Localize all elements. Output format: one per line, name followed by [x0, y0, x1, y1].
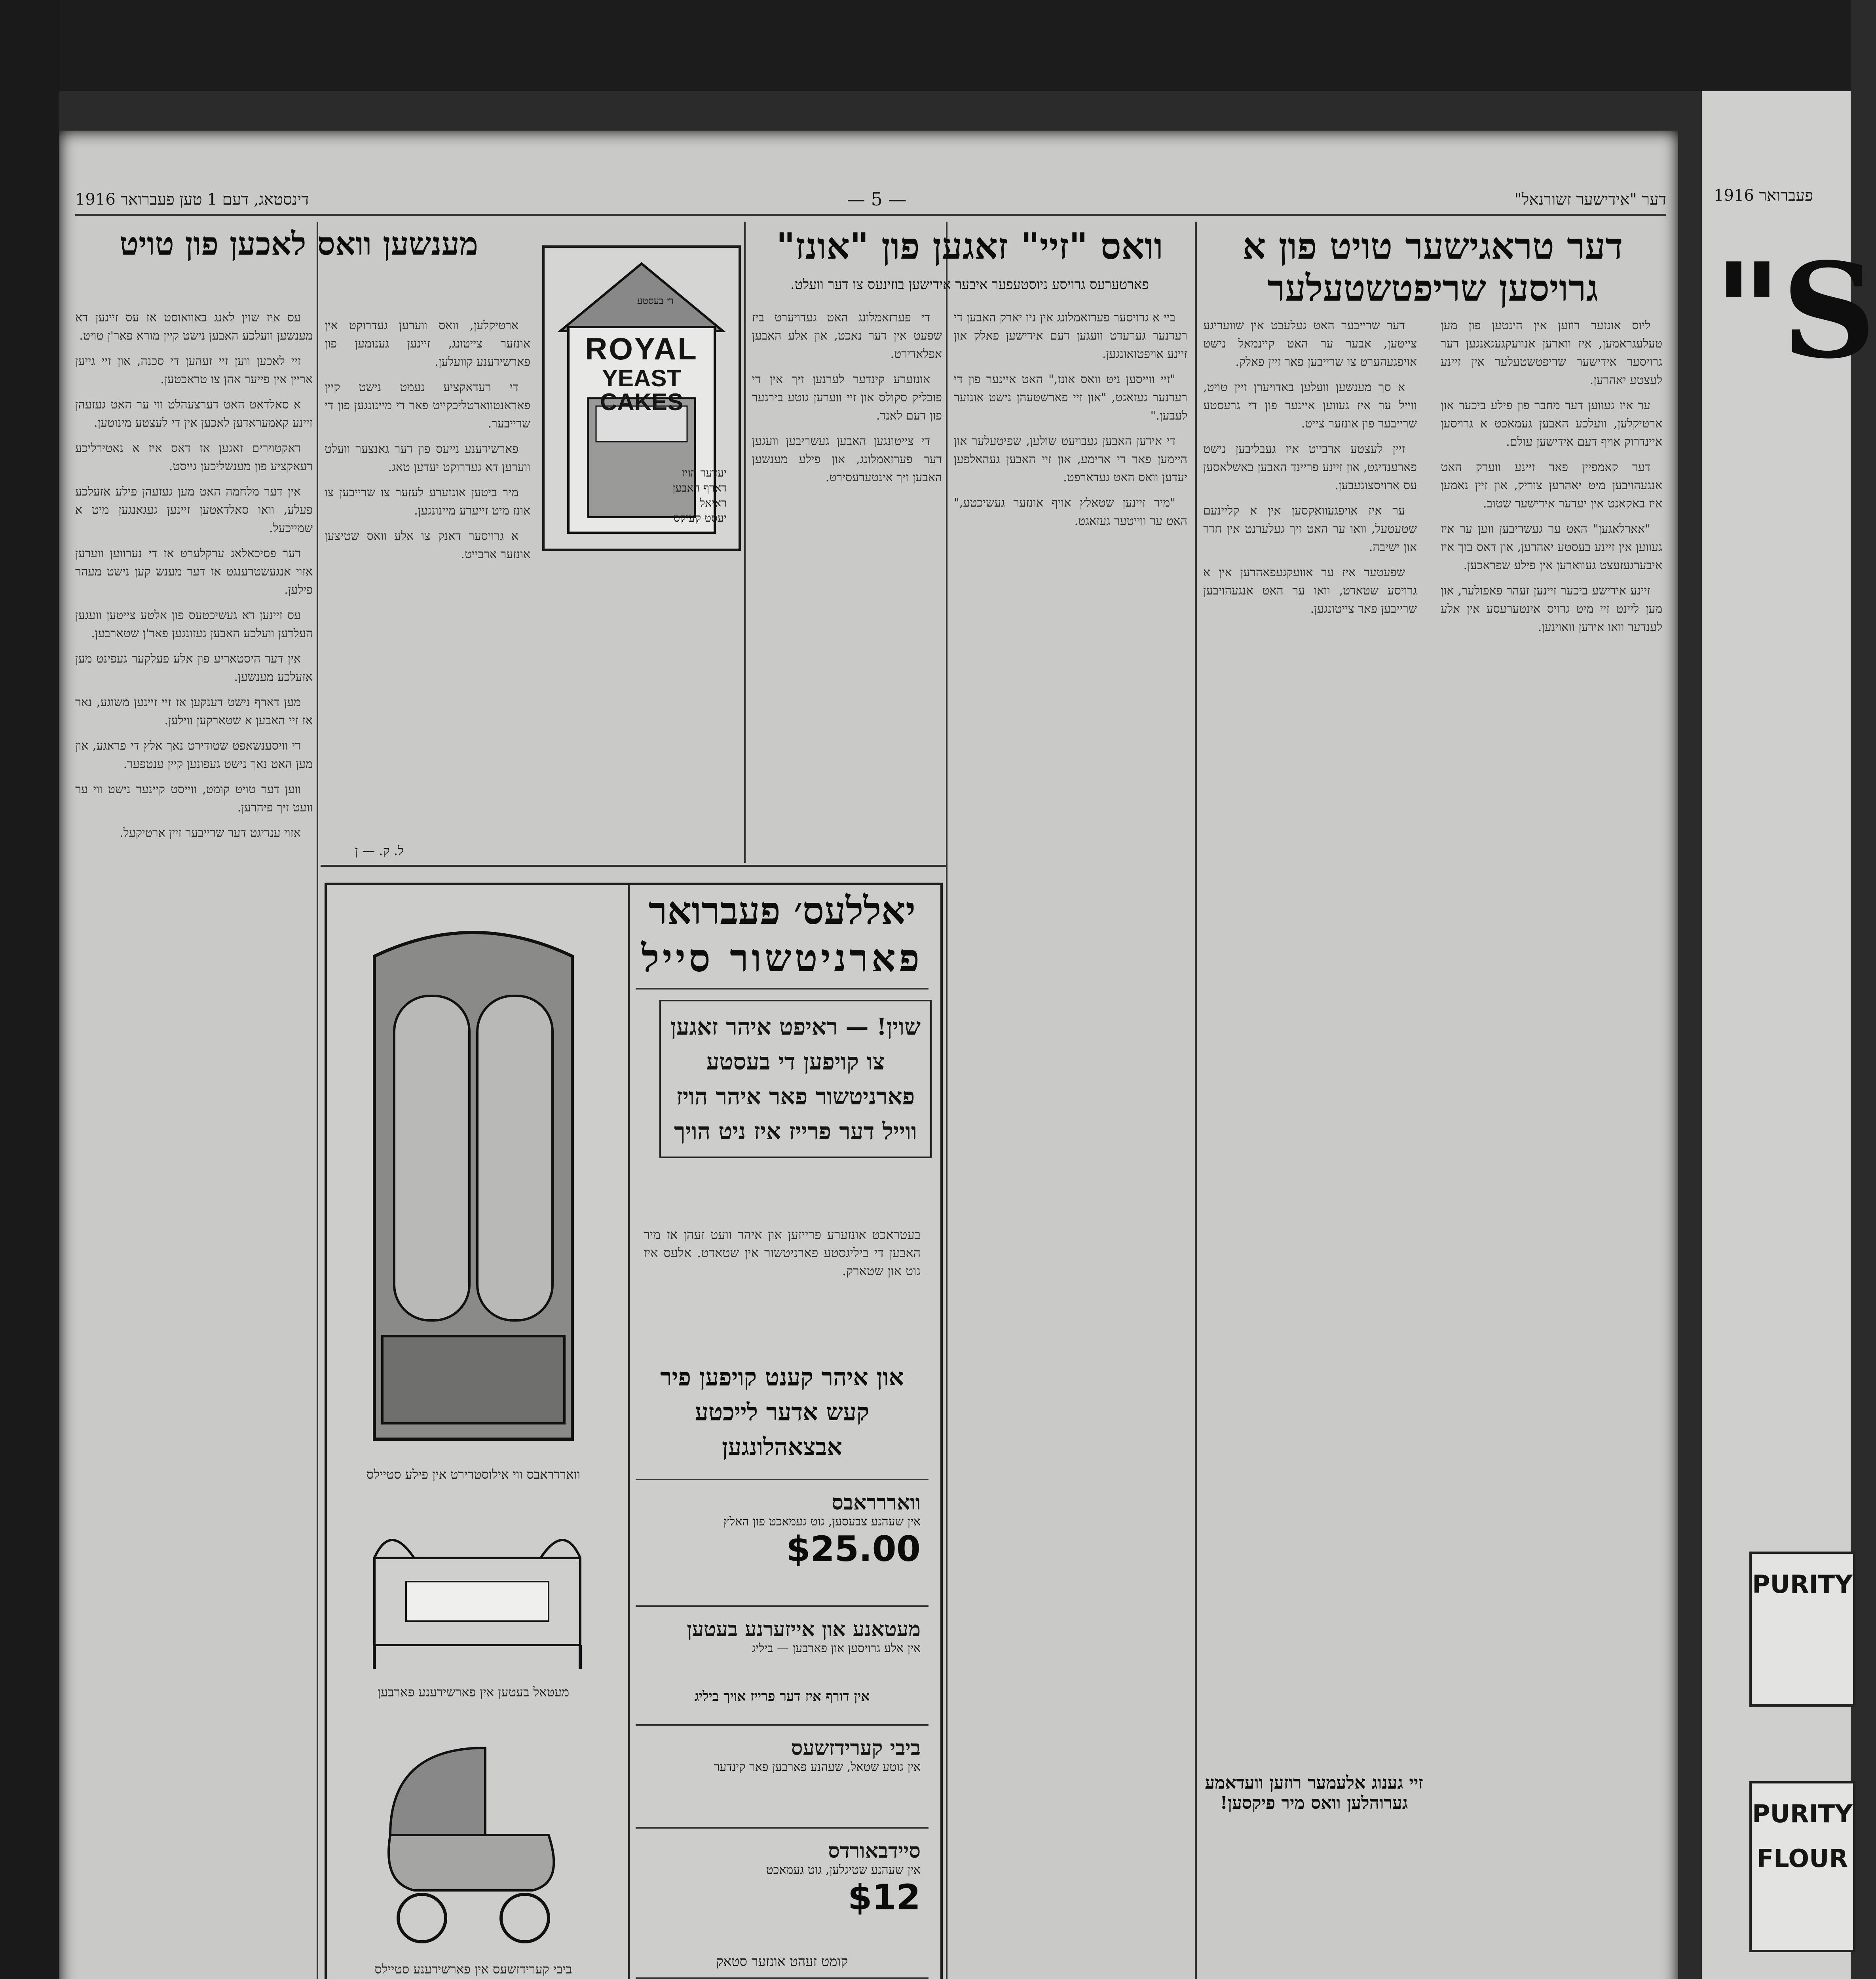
article-paragraph: עס איז שוין לאנג באוואוסט אז עס זיינען דא מענשען וועלכע האבען נישט קיין מורא פאר'ן טויט. [75, 311, 313, 343]
right-article-headline: דער טראגישער טויט פון א גרויסען שריפטשטעלער [1242, 225, 1623, 310]
article-paragraph: א גרויסער דאנק צו אלע וואס שטיצען אונזער ארבייט. [325, 529, 530, 561]
article-paragraph: דער שרייבער האט געלעבט אין שוועריגע צייטען, אבער ער האט קיינמאל נישט אויפגעהערט צו שרייבען פאר זיין פאלק. [1203, 319, 1417, 369]
royal-product: YEAST CAKES [600, 365, 684, 415]
article-paragraph: מען דארף נישט דענקען אז זיי זיינען משוגע, נאר אז זיי האבען א שטארקען ווילען. [75, 695, 313, 727]
ad-item-desc: אין גוטע שטאל, שעהנע פארבען פאר קינדער [714, 1760, 921, 1774]
ad-separator [636, 1479, 929, 1480]
article-paragraph: אונזערע קינדער לערנען זיך אין די פובליק סקולס און זיי ווערען גוטע בירגער פון דעם לאנד. [752, 372, 942, 423]
middle-article-deck: פארטערעס גרויסע ניוסטעפער איבער אידישען בוזינעס צו דער וועלט. [790, 277, 1149, 292]
narrow-article-signature: ל. ק. — ן [355, 843, 404, 858]
right-article-column-1 [1441, 317, 1662, 1979]
column-rule [317, 222, 318, 1979]
royal-brand: ROYAL [585, 331, 698, 366]
article-paragraph: דער קאמפיין פאר זיינע ווערק האט אנגעהויבען מיט יאהרען צוריק, און זיין נאמען איז באקאנט אין יעדער אידישער שטוב. [1441, 460, 1662, 511]
article-paragraph: ליוס אונזער רוזען אין הינטען פון מען טעלעגראמען, איז ווארען אנוועקגעגאנגען דער גרויסער אידישער שריפטשטעלער אין זיינע לעצטע יאהרען. [1441, 319, 1662, 387]
article-paragraph: דאקטוירים זאגען אז דאס איז א נאטירליכע רעאקציע פון מענשליכען גייסט. [75, 441, 313, 473]
article-paragraph: די אידען האבען געבויעט שולען, שפיטעלער און היימען פאר די ארימע, און זיי האבען געהאלפען יעדען וואס האט געדארפט. [954, 434, 1187, 484]
ad-divider [628, 885, 630, 1979]
article-paragraph: דער פסיכאלאג ערקלערט אז די נערווען ווערען אזוי אנגעשטרענגט אז דער מענש קען נישט מעהר פילען. [75, 547, 313, 597]
ad-item-title: וואררראבס [832, 1491, 921, 1515]
furniture-illustrations [335, 893, 620, 1979]
column-rule [1195, 222, 1197, 1979]
adjacent-ad-brand-2: PURITY [1752, 1799, 1853, 1828]
article-paragraph: ווען דער טויט קומט, ווייסט קיינער נישט ווי ער וועט זיך פיהרען. [75, 782, 313, 815]
middle-article-column-2 [752, 309, 942, 859]
ad-item-beds [644, 1617, 921, 1655]
royal-yeast-ad [542, 245, 741, 551]
royal-tag: די בעסטע [637, 295, 674, 306]
ad-item-title: ביבי קערידזשעס [791, 1736, 921, 1760]
article-paragraph: שפעטער איז ער אוועקגעפאהרען אין א גרויסע שטאדט, וואו ער האט אנגעהויבען שרייבען פאר צייטונגען. [1203, 566, 1417, 616]
article-paragraph: "מיר זיינען שטאלץ אויף אונזער געשיכטע," האט ער ווייטער געזאגט. [954, 496, 1187, 528]
adjacent-ad-brand: PURITY [1752, 1570, 1853, 1599]
furniture-sale-ad [325, 883, 943, 1979]
royal-line: יעסט קעיקס [673, 511, 727, 524]
ad-item-price: $12 [848, 1877, 921, 1918]
article-paragraph: די וויסענשאפט שטודירט נאך אלץ די פראגע, און מען האט נאך נישט געפונען קיין ענטפער. [75, 739, 313, 771]
royal-line: ראיאל [700, 496, 727, 509]
ad-item-wardrobes [644, 1491, 921, 1569]
article-paragraph: אין דער מלחמה האט מען געזעהן פילע אזעלכע פעלע, וואו סאלדאטען זיינען געגאנגען מיט א שמייכעל. [75, 485, 313, 535]
ad-headline: יאללעס׳ פעברואר [648, 888, 916, 933]
article-paragraph: א סך מענשען וועלען באדויערן זיין טויט, ווייל ער איז געווען איינער פון די גרעסטע שרייבער פון אונזער צייט. [1203, 380, 1417, 431]
film-border-top [0, 0, 1851, 91]
left-article-headline: מענשען וואס לאכען פון טויט [119, 225, 478, 262]
narrow-article-column [325, 317, 530, 839]
page-number: — 5 — [847, 188, 907, 210]
ad-note: קומט זעהט אונזער סטאק [716, 1954, 848, 1970]
ad-item-title: מעטאנע און אייזערנע בעטען [687, 1617, 921, 1641]
masthead [75, 186, 1666, 216]
ad-item-sideboards [644, 1839, 921, 1918]
ad-headline-2: פארניטשור סייל [641, 936, 923, 980]
article-paragraph: ער איז געווען דער מחבר פון פילע ביכער און ארטיקלען, וועלכע האבען געמאכט א גרויסען איינדרוק אויף דעם אידישען עולם. [1441, 399, 1662, 449]
article-paragraph: די פערזאמלונג האט געדויערט ביז שפעט אין דער נאכט, און אלע האבען אפלאדירט. [752, 311, 942, 361]
bed-caption: מעטאל בעטען אין פארשידענע פארבען [377, 1685, 570, 1700]
baby-carriage-illustration [366, 1732, 588, 1954]
article-paragraph: די צייטונגען האבען געשריבען וועגען דער פערזאמלונג, און פילע מענשען האבען זיך אינטערעסירט. [752, 434, 942, 484]
ad-item-desc: אין שעהנע שטיגלען, גוט געמאכט [766, 1863, 921, 1877]
article-paragraph: אזוי ענדיגט דער שרייבער זיין ארטיקעל. [120, 826, 301, 840]
middle-article-column-1 [954, 309, 1187, 1979]
article-paragraph: א סאלדאט האט דערצעהלט ווי ער האט געזעהן זיינע קאמעראדען לאכען אין די לעצטע מינוטען. [75, 398, 313, 430]
adjacent-flour-ad-mid [1749, 1781, 1855, 1952]
film-border-left [0, 0, 59, 1979]
ad-separator [636, 988, 929, 990]
bed-illustration [359, 1510, 596, 1677]
royal-line: דארף האבען [672, 481, 727, 494]
masthead-date: דינסטאג, דעם 1 טען פעברואר 1916 [75, 190, 309, 209]
right-article-column-2 [1203, 317, 1417, 1979]
right-article-subhead: זיי גענוג אלעמער רוזען וועדאמע גערוהלען וואס מיר פיקסען! [1205, 1773, 1423, 1813]
article-paragraph: זיינע אידישע ביכער זיינען זעהר פאפולער, און מען ליינט זיי מיט גרויס אינטערעסע אין אלע לענדער וואו אידען וואוינען. [1441, 584, 1662, 634]
ad-body-text: בעטראכט אונזערע פרייזען און איהר וועט זעהן אז מיר האבען די ביליגסטע פארניטשור אין שטאדט. אלעס איז גוט און שטארק. [644, 1227, 921, 1278]
ad-item-price: $25.00 [786, 1529, 921, 1569]
royal-yiddish-copy [663, 465, 727, 526]
article-paragraph: זיי לאכען ווען זיי זעהען די סכנה, און זיי גייען אריין אין פייער אהן צו טראכטען. [75, 354, 313, 386]
ad-separator [636, 1977, 929, 1979]
adjacent-page-date: 1916 פעברואר [1714, 186, 1813, 205]
article-paragraph: עס זיינען דא געשיכטעס פון אלטע צייטען וועגען העלדען וועלכע האבען געזונגען פאר'ן שטארבען. [75, 608, 313, 640]
adjacent-page-headline: "S [1714, 234, 1876, 387]
article-paragraph: מיר ביטען אונזערע לעזער צו שרייבען צו אונז מיט זייערע מיינונגען. [325, 486, 530, 518]
section-rule [321, 865, 946, 867]
article-paragraph: ארטיקלען, וואס ווערען געדרוקט אין אונזער צייטונג, זיינען גענומען פון פארשידענע קוועלען. [325, 319, 530, 369]
ad-promo: און איהר קענט קויפען פיר קעש אדער לייכטע אבצאהלונגען [660, 1364, 904, 1461]
adjacent-ad-word: FLOUR [1756, 1844, 1848, 1873]
ad-item-desc: אין אלע גרויסען און פארבען — ביליג [752, 1641, 921, 1655]
article-paragraph: אין דער היסטאריע פון אלע פעלקער געפינט מען אזעלכע מענשען. [75, 652, 313, 684]
ad-item-desc: אין שעהנע צבעסען, גוט געמאכט פון האלץ [723, 1515, 921, 1529]
ad-separator [636, 1724, 929, 1726]
article-paragraph: "זיי ווייסען ניט וואס אונז," האט איינער פון די רעדנער געזאגט, "און זיי פארשטעהן נישט אונזער לעבען." [954, 372, 1187, 423]
article-paragraph: ביי א גרויסער פערזאמלונג אין ניו יארק האבען די רעדנער גערעדט וועגען דעם אידישען פאלק און זיינע אויפטואונגען. [954, 311, 1187, 361]
carriage-caption: ביבי קערידזשעס אין פארשידענע סטיילס [374, 1962, 572, 1977]
article-paragraph: פארשידענע נייעס פון דער גאנצער וועלט ווערען דא געדרוקט יעדען טאג. [325, 442, 530, 474]
ad-separator [636, 1827, 929, 1829]
left-article-column [75, 309, 313, 1979]
ad-item-title: סיידבאורדס [828, 1839, 921, 1863]
adjacent-flour-ad-top [1749, 1552, 1855, 1707]
masthead-paper-name: דער "אידישער זשורנאל" [1514, 190, 1666, 209]
article-paragraph: ער איז אויפגעוואקסען אין א קליינעם שטעטעל, וואו ער האט זיך געלערנט אין חדר און ישיבה. [1203, 504, 1417, 554]
ad-item-carriages [644, 1736, 921, 1774]
ad-note: אין דורף איז דער פרייז אויך ביליג [694, 1688, 870, 1704]
article-paragraph: "אארלאגען" האט ער געשריבען ווען ער איז געווען אין זיינע בעסטע יאהרען, און דאס בוך איז איבערגעזעצט געווארען אין פילע שפראכען. [1441, 522, 1662, 572]
wardrobe-caption: ווארדראבס ווי אילוסטרירט אין פילע סטיילס [366, 1467, 580, 1482]
wardrobe-illustration [351, 901, 596, 1463]
middle-article-headline: וואס "זיי" זאגען פון "אונז" [776, 225, 1164, 268]
article-paragraph: די רעדאקציע נעמט נישט קיין פאראנטווארטליכקייט פאר די מיינונגען פון די שרייבער. [325, 380, 530, 431]
column-rule [946, 222, 947, 1979]
ad-boxed-text: שוין! — ראיפט איהר זאגען צו קויפען די בעסטע פארניטשור פאר איהר הויז ווייל דער פרייז איז ניט הויך [659, 1000, 932, 1158]
column-rule [744, 222, 746, 863]
article-paragraph: זיין לעצטע ארבייט איז געבליבען נישט פארענדיגט, און זיינע פריינד האבען באשלאסען עס ארויסצוגעבען. [1203, 442, 1417, 492]
royal-line: יעדער הויז [682, 466, 727, 479]
ad-separator [636, 1605, 929, 1607]
